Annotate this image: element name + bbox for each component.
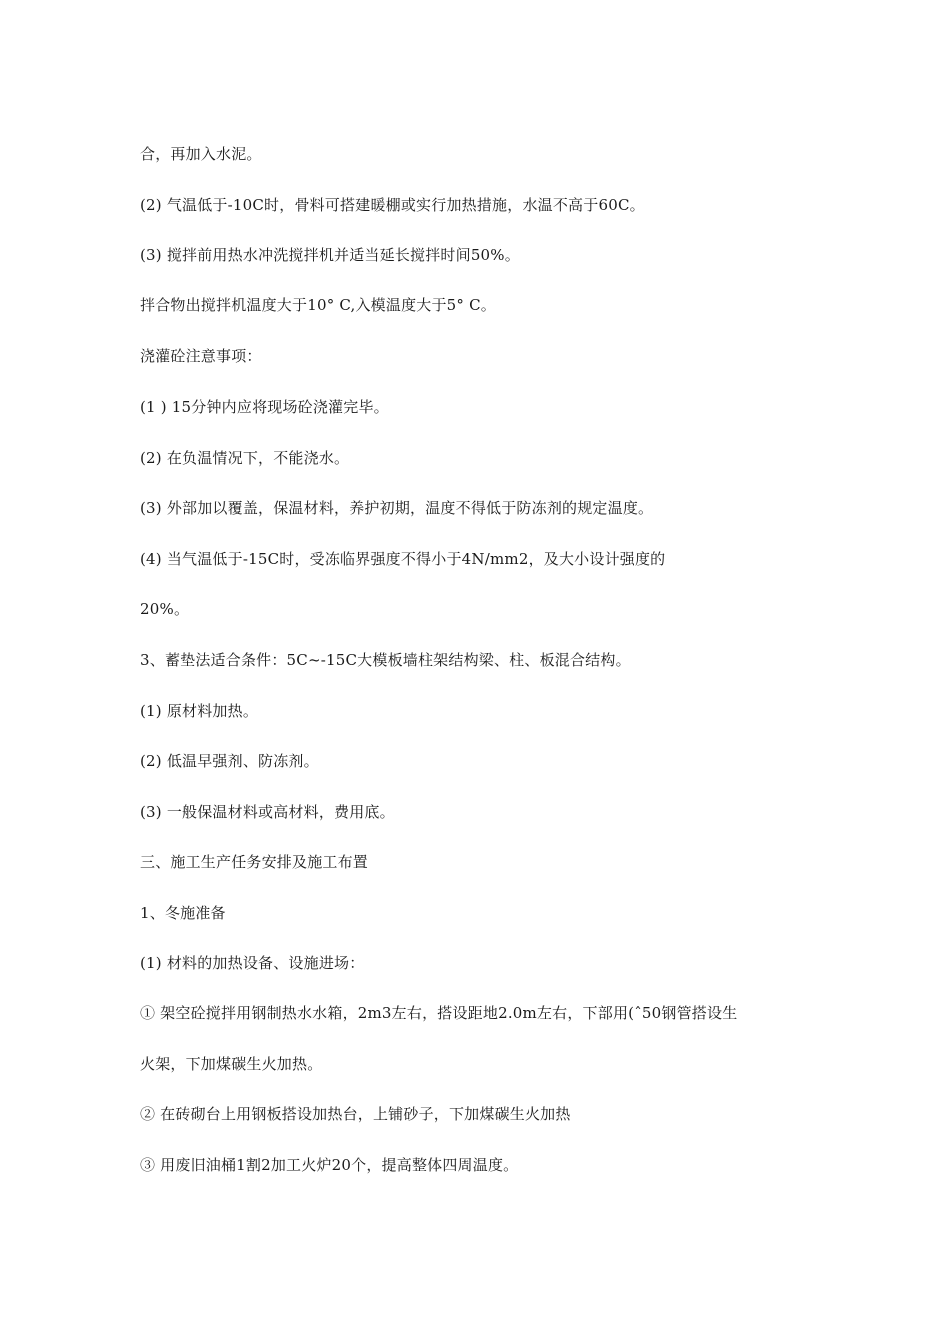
- text-line: (1 ) 15分钟内应将现场砼浇灌完毕。: [140, 398, 389, 416]
- text-line: (3) 一般保温材料或高材料，费用底。: [140, 803, 395, 821]
- text-line: (3) 搅拌前用热水冲洗搅拌机并适当延长搅拌时间50%。: [140, 246, 520, 264]
- text-line: (3) 外部加以覆盖，保温材料，养护初期，温度不得低于防冻剂的规定温度。: [140, 499, 654, 517]
- section-heading: 1、冬施准备: [140, 904, 226, 922]
- text-line: (2) 在负温情况下，不能浇水。: [140, 449, 350, 467]
- text-line: ① 架空砼搅拌用钢制热水水箱，2m3左右，搭设距地2.0m左右，下部用(ˆ50钢管搭设生: [140, 1004, 738, 1022]
- text-line: (4) 当气温低于-15C时，受冻临界强度不得小于4N/mm2，及大小设计强度的: [140, 550, 666, 568]
- text-line: 20%。: [140, 600, 190, 618]
- text-line: (2) 低温早强剂、防冻剂。: [140, 752, 319, 770]
- section-heading: 浇灌砼注意事项：: [140, 347, 262, 365]
- text-line: ② 在砖砌台上用钢板搭设加热台，上铺砂子，下加煤碳生火加热: [140, 1105, 571, 1123]
- text-line: 拌合物出搅拌机温度大于10° C,入模温度大于5° C。: [140, 296, 496, 314]
- section-heading: 3、蓄垫法适合条件：5C~-15C大模板墙柱架结构梁、柱、板混合结构。: [140, 651, 631, 669]
- text-line: ③ 用废旧油桶1割2加工火炉20个，提高整体四周温度。: [140, 1156, 519, 1174]
- section-heading: 三、施工生产任务安排及施工布置: [140, 853, 369, 871]
- text-line: 火架，下加煤碳生火加热。: [140, 1055, 323, 1073]
- text-line: 合，再加入水泥。: [140, 145, 262, 163]
- text-line: (1) 材料的加热设备、设施进场：: [140, 954, 365, 972]
- text-line: (2) 气温低于-10C时，骨料可搭建暖棚或实行加热措施，水温不高于60C。: [140, 196, 645, 214]
- text-line: (1) 原材料加热。: [140, 702, 259, 720]
